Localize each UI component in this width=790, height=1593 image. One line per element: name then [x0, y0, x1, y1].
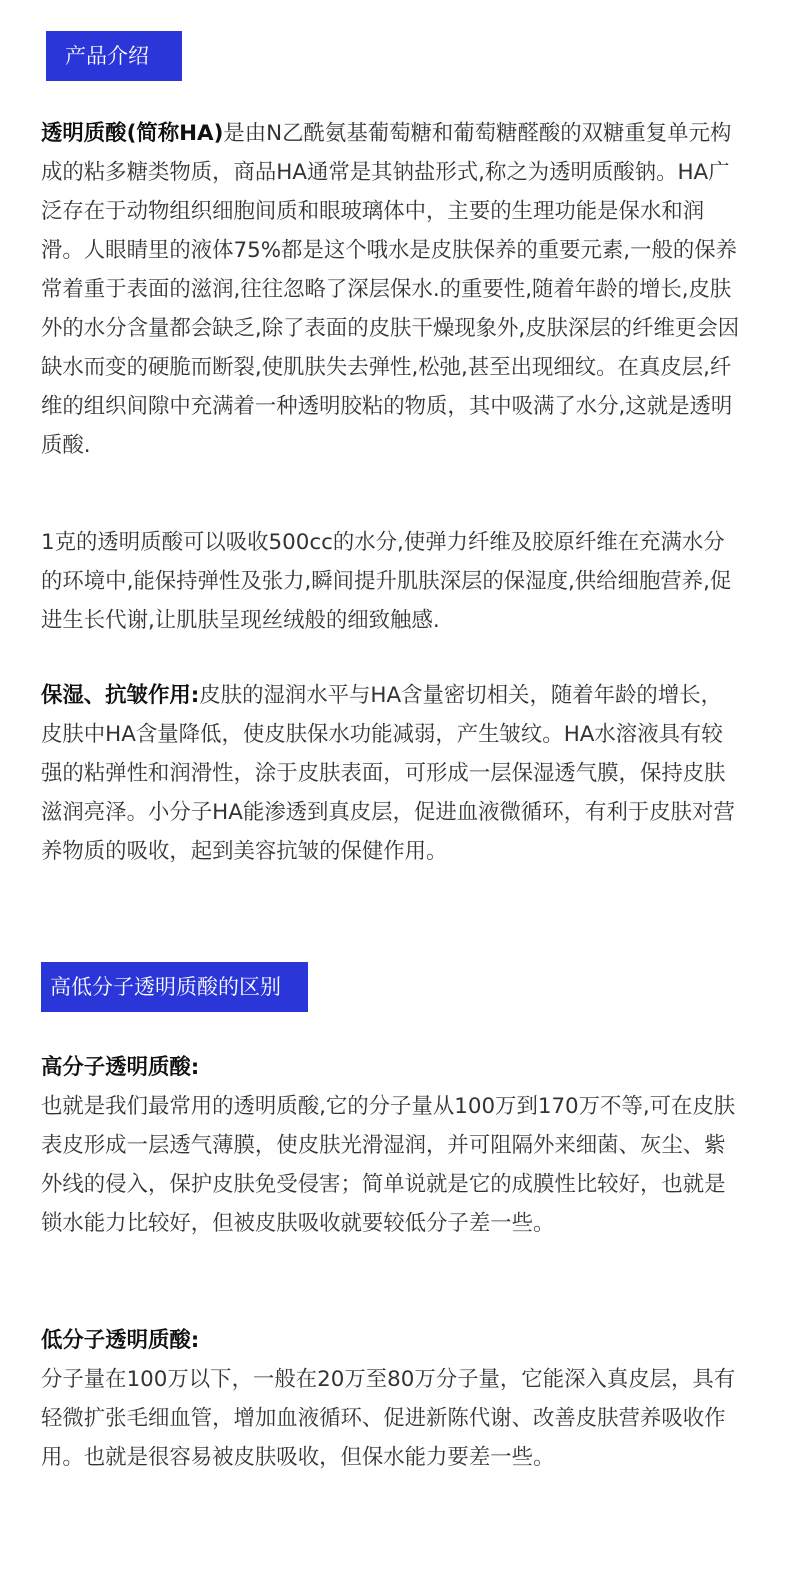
high-molecular-heading: 高分子透明质酸: [41, 1055, 200, 1080]
section-tag-product-intro: 产品介绍 [46, 31, 182, 81]
section-tag-molecular-difference: 高低分子透明质酸的区别 [41, 962, 308, 1012]
moisturizing-body-text: 皮肤的湿润水平与HA含量密切相关，随着年龄的增长，皮肤中HA含量降低，使皮肤保水功能减弱，产生皱纹。HA水溶液具有较强的粘弹性和润滑性，涂于皮肤表面，可形成一层保湿透气膜，保持皮肤滋润亮泽。小分子HA能渗透到真皮层，促进血液微循环，有利于皮肤对营养物质的吸收，起到美容抗皱的保健作用。 [41, 683, 735, 864]
low-molecular-description: 分子量在100万以下，一般在20万至80万分子量，它能深入真皮层，具有轻微扩张毛细血管，增加血液循环、促进新陈代谢、改善皮肤营养吸收作用。也就是很容易被皮肤吸收，但保水能力要差一些。 [41, 1367, 736, 1470]
intro-paragraph-moisturizing [41, 676, 743, 871]
intro-lead-term: 透明质酸(简称HA) [41, 121, 224, 146]
intro-paragraph-ha-definition [41, 114, 743, 465]
intro-body-text: 是由N乙酰氨基葡萄糖和葡萄糖醛酸的双糖重复单元构成的粘多糖类物质，商品HA通常是其钠盐形式,称之为透明质酸钠。HA广泛存在于动物组织细胞间质和眼玻璃体中，主要的生理功能是保水和润滑。人眼睛里的液体75%都是这个哦水是皮肤保养的重要元素,一般的保养常着重于表面的滋润,往往忽略了深层保水.的重要性,随着年龄的增长,皮肤外的水分含量都会缺乏,除了表面的皮肤干燥现象外,皮肤深层的纤维更会因缺水而变的硬脆而断裂,使肌肤失去弹性,松弛,甚至出现细纹。在真皮层,纤维的组织间隙中充满着一种透明胶粘的物质，其中吸满了水分,这就是透明质酸. [41, 121, 740, 458]
moisturizing-lead-term: 保湿、抗皱作用: [41, 683, 200, 708]
intro-paragraph-water-absorption: 1克的透明质酸可以吸收500cc的水分,使弹力纤维及胶原纤维在充满水分的环境中,能保持弹性及张力,瞬间提升肌肤深层的保湿度,供给细胞营养,促进生长代谢,让肌肤呈现丝绒般的细致触感. [41, 530, 732, 633]
high-molecular-description: 也就是我们最常用的透明质酸,它的分子量从100万到170万不等,可在皮肤表皮形成一层透气薄膜，使皮肤光滑湿润，并可阻隔外来细菌、灰尘、紫外线的侵入，保护皮肤免受侵害；简单说就是它的成膜性比较好，也就是锁水能力比较好，但被皮肤吸收就要较低分子差一些。 [41, 1094, 736, 1236]
low-molecular-heading: 低分子透明质酸: [41, 1328, 200, 1353]
